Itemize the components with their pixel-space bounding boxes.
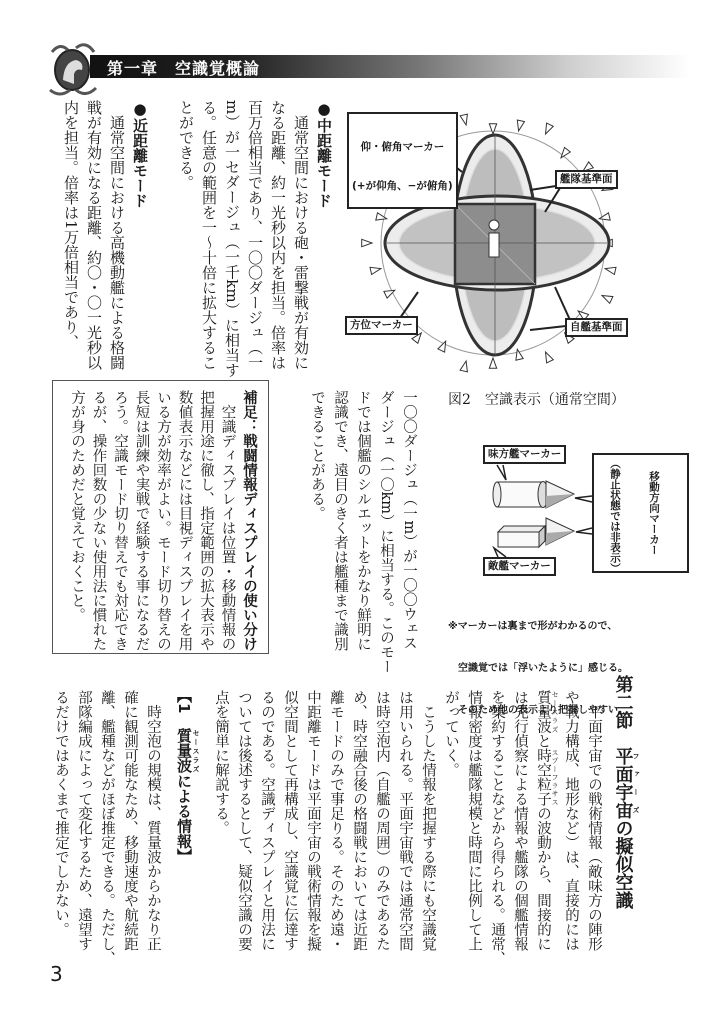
sub-suffix: による情報】 [175,773,193,864]
text-line: 通常空間における砲・雷撃戦が有効に [292,100,310,370]
note-line: そのため他の表示より把握しやすい。 [448,705,628,716]
heading-ruby-base: 平面宇宙 [612,747,634,819]
text-line: るだけではあくまで推定でしかない。 [53,690,69,937]
text-line: ドでは個艦のシルエットをかなり鮮明に [355,390,371,651]
bearing-marker-label: 方位マーカー [345,316,418,335]
text-line: 方が身のためだと覚えておくこと。 [69,390,85,622]
sub-prefix: 【1 [175,688,193,729]
ship-marker-diagram [493,465,592,557]
text-line: 離モードのみで事足りる。そのため遠・ [328,690,344,951]
text-line: m）が一セダージュ（一千km）に相当す [223,100,241,378]
text-segment: と [535,733,551,748]
ruby-base: 時空粒子 [535,748,551,806]
direction-marker-label [592,453,689,573]
bearing-marker [370,267,381,274]
heading-ruby: ファーズ [632,747,640,819]
text-line: は時空泡内（自艦の周囲）のみであるた [374,690,390,951]
bearing-marker [517,120,524,131]
text-line: は先行偵察による情報や艦隊の個艦情報 [512,690,528,951]
friendly-ship-marker [493,481,574,508]
ruby-base: 質量波 [535,690,551,734]
subsection-1-body [49,690,164,966]
text-line: 認識でき、遠目のきく者は艦種まで識別 [332,390,348,651]
text-line: 中距離モードは平面宇宙の戦術情報を擬 [305,690,321,951]
text-line: や戦力構成、地形など）は、直接的には [563,690,579,951]
bearing-marker [460,361,467,372]
subsection-1-heading [172,688,200,863]
text-line: 一〇〇ダージュ（一m）が一〇〇ウェス [401,390,417,651]
near-range-heading: ●近距離モード [131,100,149,208]
label-note: (+が仰角、−が俯角) [352,180,453,192]
text-line: ついては後述するとして、疑似空識の要 [236,690,252,951]
elevation-marker-label [347,112,458,209]
enemy-ship-marker [498,518,574,547]
bearing-marker [460,114,467,125]
bearing-marker [362,239,372,246]
bearing-marker [489,124,496,134]
label-text: 仰・俯角マーカー [360,141,445,153]
text-line: 長短は訓練や実戦で経験する事になるだ [133,390,150,651]
ruby-text: セースラズ [551,690,559,734]
bearing-marker [489,358,496,368]
sub-ruby: セースラズ [192,728,200,774]
text-line: 把握用途に徹し、指定範囲の拡大表示や [198,390,214,651]
ruby-text: スプーフラサス [551,748,559,806]
text-line: なる距離、約一光秒以内を担当。倍率は [269,100,287,370]
text-line: 似空間として再構成し、空識覚に伝達す [282,690,298,951]
text-line: 部隊編成によって変化するため、遠望す [76,690,92,951]
text-segment: の波動から、間接的に [535,806,551,951]
section-2-heading [610,675,641,909]
fleet-plane-label: 艦隊基準面 [555,170,618,189]
text-line: とができる。 [177,100,195,190]
text-line: 離、艦種などがほぼ推定できる。ただし、 [99,690,115,966]
text-line: 情報密度は艦隊規模と時間に比例して上 [466,690,482,951]
info-icon [489,220,499,257]
bearing-marker [546,123,554,134]
own-plane-label: 自艦基準面 [565,318,628,337]
text-line: こうした情報を把握する際にも空識覚 [420,690,436,951]
bearing-marker [561,147,570,157]
text-line: 百万倍相当であり、一〇〇ダージュ（一 [246,100,264,370]
friendly-marker-label: 味方艦マーカー [483,445,566,464]
text-line: 通常空間における高機動艦による格闘 [108,100,126,370]
note-line: ※マーカーは裏まで形がわかるので、 [448,621,618,632]
text-line: るが、操作回数の少ない使用法に慣れた [90,390,107,651]
heading-prefix: 第二節 [612,675,634,747]
chapter-title: 第一章 空識覚概論 [107,59,261,78]
text-line: 戦が有効になる距離、約〇・〇一光秒以 [85,100,103,370]
text-line: いる方が効率がよい。モード切り替えの [155,390,171,651]
supplement-heading: 補足：戦闘情報ディスプレイの使い分け [241,390,257,651]
label-note: （静止状態では非表示） [609,458,621,574]
text-line: 内を担当。倍率は1万倍相当であり、 [62,100,80,350]
figure-2-caption: 図2 空識表示（通常空間） [448,392,625,408]
page-number: 3 [50,962,63,986]
text-line: できることがある。 [309,390,325,521]
bearing-marker [602,296,613,304]
enemy-marker-label: 敵艦マーカー [483,557,556,576]
mid-range-heading: ●中距離モード [315,100,333,208]
text-line: 数値表示などには目視ディスプレイを用 [176,390,193,651]
text-line: 点を簡単に解説する。 [213,690,229,835]
text-line: 空識ディスプレイは位置・移動情報の [219,390,236,651]
text-line: る。任意の範囲を一～十倍に拡大するこ [200,100,218,370]
text-line: 時空泡の規模は、質量波からかなり正 [145,690,161,951]
text-line: は用いられる。平面宇宙戦では通常空間 [397,690,413,951]
text-line [531,690,559,966]
text-line: を集約することなどから得られる。通常、 [489,690,505,966]
sub-ruby-base: 質量波 [175,728,193,774]
section-2-body [209,690,605,966]
text-line: 平面宇宙での戦術情報（敵味方の陣形 [586,690,602,951]
heading-suffix: の擬似空識 [612,819,634,909]
bearing-marker [546,352,554,363]
text-line: がっていく。 [443,690,459,777]
text-line: め、時空融合後の格闘戦においては近距 [351,690,367,951]
bearing-marker [605,267,616,274]
note-line: 空識覚では「浮いたように」感じる。 [448,663,628,674]
text-line: ろう。空識モード切り替えでも対応でき [112,390,128,651]
label-text: 移動方向マーカー [648,471,660,555]
text-line: ダージュ（一〇km）に相当する。このモー [378,390,394,674]
text-line: 確に観測可能なため、移動速度や航続距 [122,690,138,951]
text-line: るのである。空識ディスプレイと用法に [259,690,275,951]
